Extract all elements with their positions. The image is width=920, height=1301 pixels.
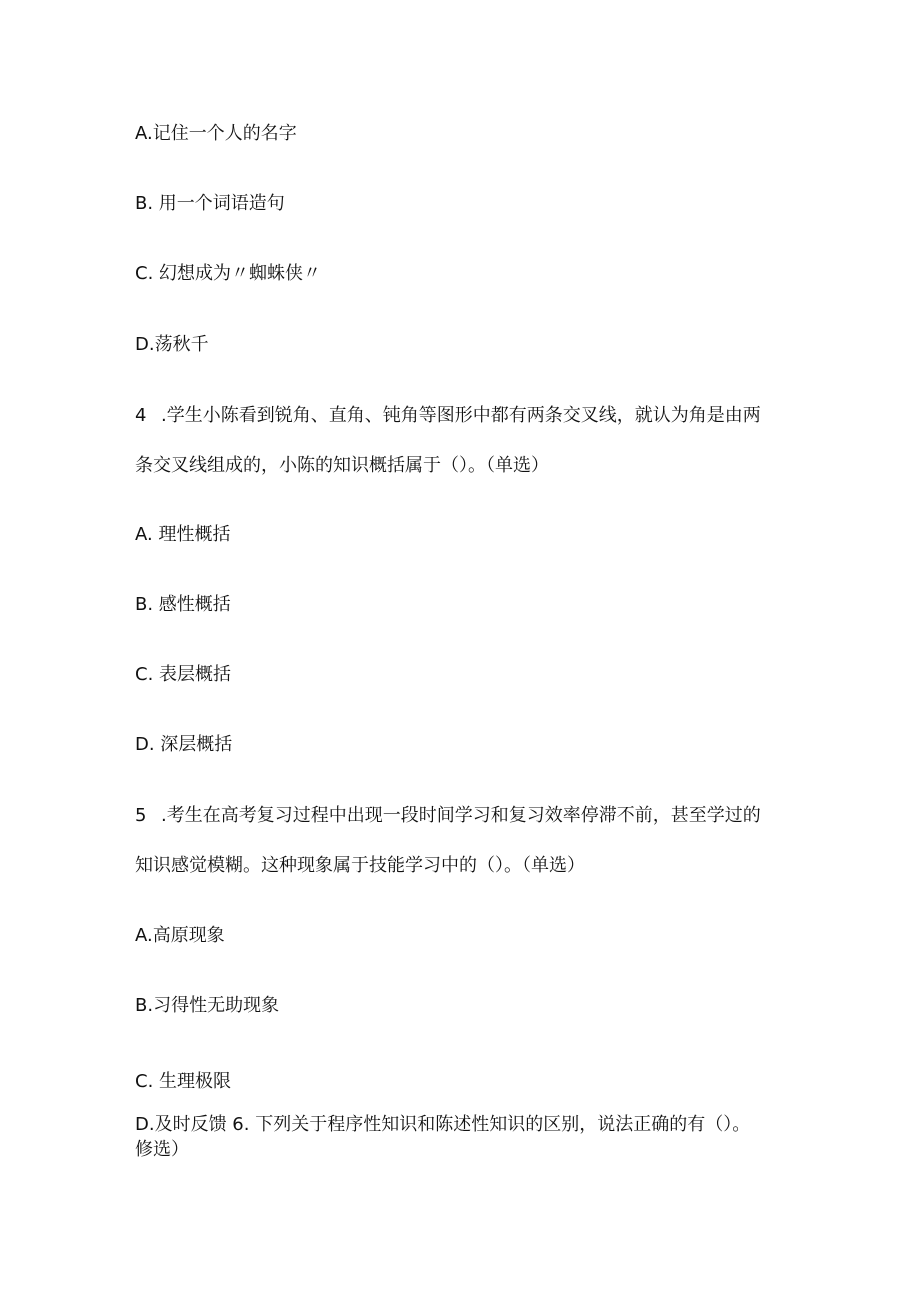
option-d: D. 深层概括 — [135, 734, 233, 755]
question-5-number: 5 — [135, 805, 147, 826]
question-5-stem-line1 — [135, 805, 761, 827]
question-5-stem-text: .考生在高考复习过程中出现一段时间学习和复习效率停滞不前，甚至学过的 — [161, 805, 761, 826]
option-c: C. 幻想成为〃蜘蛛侠〃 — [135, 263, 322, 284]
option-a: A. 理性概括 — [135, 524, 231, 545]
option-d: D.荡秋千 — [135, 334, 209, 355]
option-d-and-question-6-line1: D.及时反馈 6. 下列关于程序性知识和陈述性知识的区别，说法正确的有（）。 — [135, 1114, 751, 1135]
option-a: A.高原现象 — [135, 925, 225, 946]
option-a: A.记住一个人的名字 — [135, 123, 297, 144]
option-b: B. 感性概括 — [135, 594, 231, 615]
question-5-stem-line2: 知识感觉模糊。这种现象属于技能学习中的（）。（单选） — [135, 855, 585, 876]
question-4-stem-line2: 条交叉线组成的，小陈的知识概括属于（）。（单选） — [135, 455, 549, 476]
question-6-line2: 修选） — [135, 1139, 189, 1160]
question-4-stem-text: .学生小陈看到锐角、直角、钝角等图形中都有两条交叉线，就认为角是由两 — [161, 405, 761, 426]
option-c: C. 生理极限 — [135, 1071, 232, 1092]
option-b: B.习得性无助现象 — [135, 995, 280, 1016]
option-c: C. 表层概括 — [135, 664, 232, 685]
question-4-stem-line1 — [135, 405, 761, 427]
option-b: B. 用一个词语造句 — [135, 193, 285, 214]
question-4-number: 4 — [135, 405, 147, 426]
